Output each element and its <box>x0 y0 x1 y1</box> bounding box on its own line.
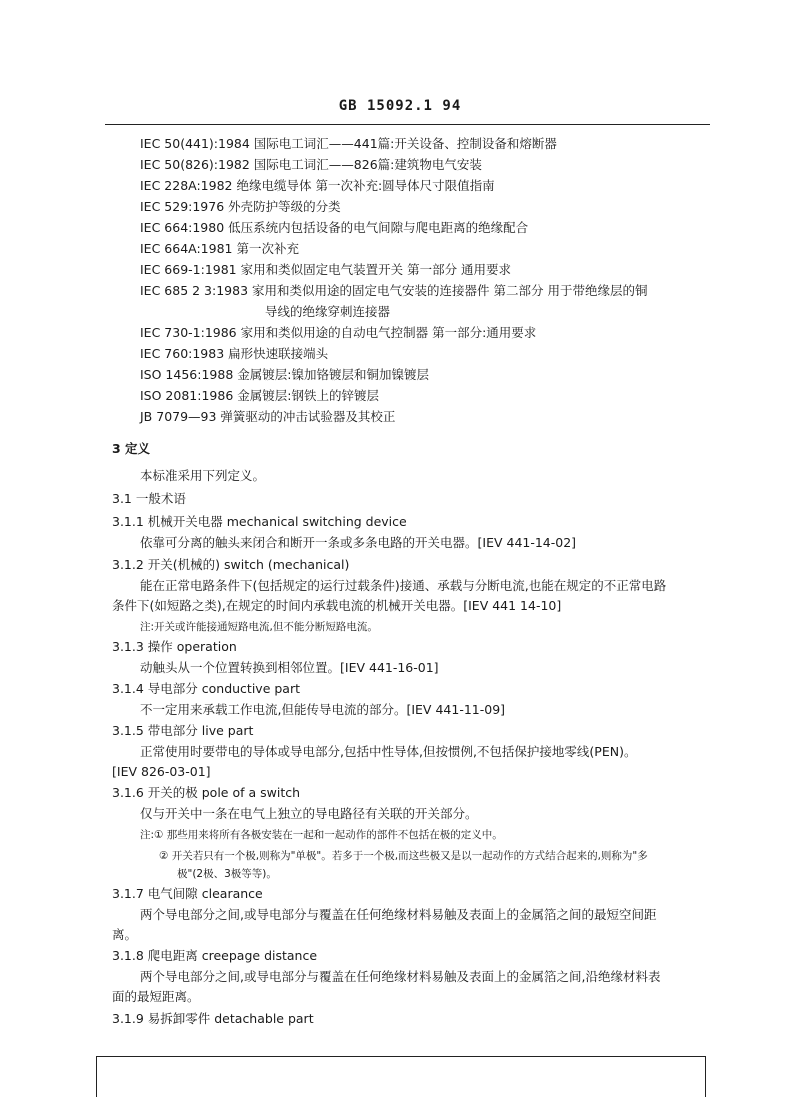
reference-item: ISO 1456:1988 金属镀层:镍加铬镀层和铜加镍镀层 <box>140 367 429 382</box>
paragraph: 离。 <box>112 927 138 942</box>
clause-heading: 3.1.8 爬电距离 creepage distance <box>112 948 318 963</box>
paragraph: 依靠可分离的触头来闭合和断开一条或多条电路的开关电器。[IEV 441-14-02] <box>140 535 577 550</box>
section-heading: 3 定义 <box>112 441 151 456</box>
clause-heading: 3.1.3 操作 operation <box>112 639 237 654</box>
clause-heading: 3.1.5 带电部分 live part <box>112 723 254 738</box>
paragraph: 本标准采用下列定义。 <box>140 468 266 483</box>
clause-heading: 3.1.2 开关(机械的) switch (mechanical) <box>112 557 350 572</box>
clause-heading: 3.1.4 导电部分 conductive part <box>112 681 300 696</box>
reference-item: JB 7079—93 弹簧驱动的冲击试验器及其校正 <box>140 409 396 424</box>
reference-item: IEC 228A:1982 绝缘电缆导体 第一次补充:圆导体尺寸限值指南 <box>140 178 495 193</box>
reference-item: IEC 730-1:1986 家用和类似用途的自动电气控制器 第一部分:通用要求 <box>140 325 537 340</box>
reference-item: IEC 664:1980 低压系统内包括设备的电气间隙与爬电距离的绝缘配合 <box>140 220 529 235</box>
paragraph: 两个导电部分之间,或导电部分与覆盖在任何绝缘材料易触及表面上的金属箔之间的最短空间距 <box>140 907 657 922</box>
paragraph: 能在正常电路条件下(包括规定的运行过载条件)接通、承载与分断电流,也能在规定的不正常电路 <box>140 578 667 593</box>
clause-heading: 3.1.9 易拆卸零件 detachable part <box>112 1011 314 1026</box>
note: 注:① 那些用来将所有各极安装在一起和一起动作的部件不包括在极的定义中。 <box>140 829 503 841</box>
clause-heading: 3.1.1 机械开关电器 mechanical switching device <box>112 514 407 529</box>
clause-heading: 3.1 一般术语 <box>112 491 186 506</box>
note: 注:开关或许能接通短路电流,但不能分断短路电流。 <box>140 621 378 633</box>
paragraph: [IEV 826-03-01] <box>112 764 211 779</box>
reference-item: ISO 2081:1986 金属镀层:钢铁上的锌镀层 <box>140 388 379 403</box>
clause-heading: 3.1.6 开关的极 pole of a switch <box>112 785 301 800</box>
reference-item: IEC 685 2 3:1983 家用和类似用途的固定电气安装的连接器件 第二部分 用于带绝缘层的铜 <box>140 283 648 298</box>
reference-item: IEC 760:1983 扁形快速联接端头 <box>140 346 329 361</box>
note: 极"(2极、3极等等)。 <box>177 868 277 880</box>
note: ② 开关若只有一个极,则称为"单极"。若多于一个极,而这些极又是以一起动作的方式结合起来的,则称为"多 <box>159 850 648 862</box>
reference-item: IEC 669-1:1981 家用和类似固定电气装置开关 第一部分 通用要求 <box>140 262 512 277</box>
paragraph: 面的最短距离。 <box>112 989 200 1004</box>
page-header: GB 15092.1 94 <box>338 98 462 114</box>
reference-item: IEC 529:1976 外壳防护等级的分类 <box>140 199 341 214</box>
reference-item: IEC 664A:1981 第一次补充 <box>140 241 299 256</box>
reference-item-continuation: 导线的绝缘穿刺连接器 <box>265 304 391 319</box>
reference-item: IEC 50(441):1984 国际电工词汇——441篇:开关设备、控制设备和熔断器 <box>140 136 557 151</box>
paragraph: 条件下(如短路之类),在规定的时间内承载电流的机械开关电器。[IEV 441 14-10] <box>112 598 562 613</box>
paragraph: 两个导电部分之间,或导电部分与覆盖在任何绝缘材料易触及表面上的金属箔之间,沿绝缘材料表 <box>140 969 661 984</box>
paragraph: 正常使用时要带电的导体或导电部分,包括中性导体,但按惯例,不包括保护接地零线(PEN)。 <box>140 744 637 759</box>
header-rule <box>105 124 710 125</box>
clause-heading: 3.1.7 电气间隙 clearance <box>112 886 263 901</box>
reference-item: IEC 50(826):1982 国际电工词汇——826篇:建筑物电气安装 <box>140 157 482 172</box>
paragraph: 不一定用来承载工作电流,但能传导电流的部分。[IEV 441-11-09] <box>140 702 506 717</box>
paragraph: 动触头从一个位置转换到相邻位置。[IEV 441-16-01] <box>140 660 439 675</box>
paragraph: 仅与开关中一条在电气上独立的导电路径有关联的开关部分。 <box>140 806 478 821</box>
